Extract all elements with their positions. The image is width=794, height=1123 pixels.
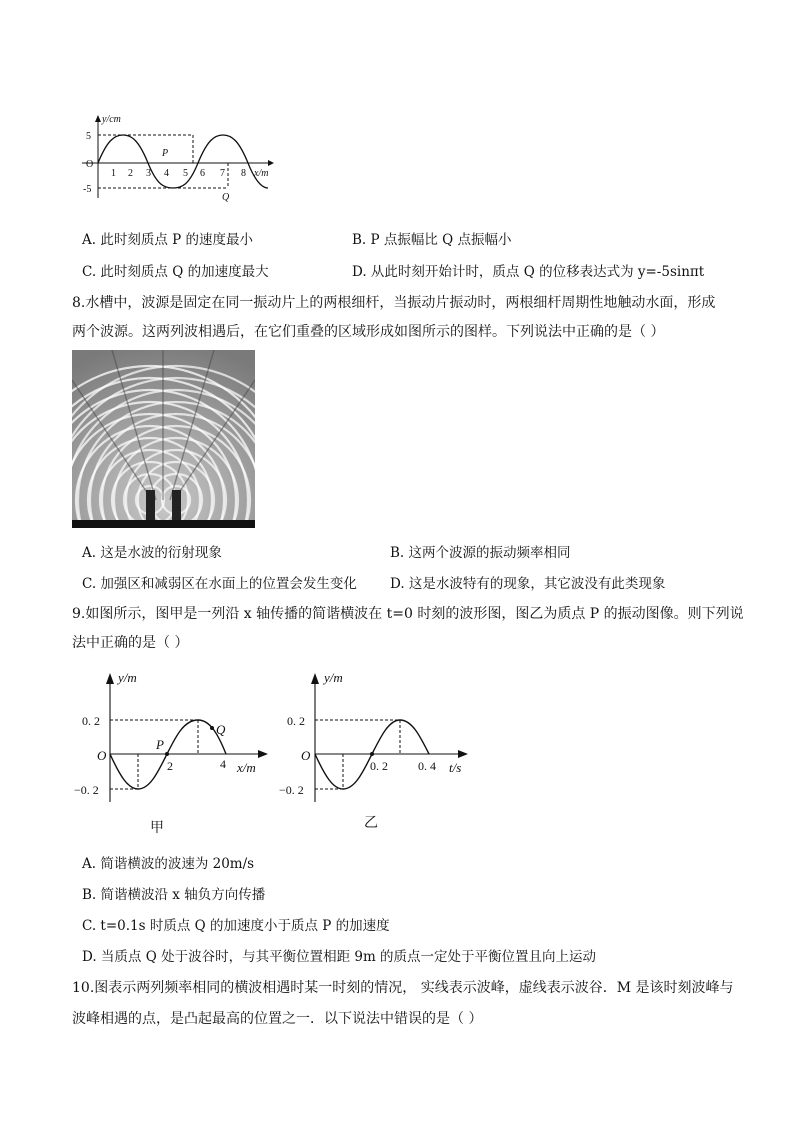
x-tick-2: 2 bbox=[128, 168, 133, 179]
q7-option-a[interactable]: A. 此时刻质点 P 的速度最小 bbox=[82, 232, 253, 248]
y-axis-arrow bbox=[106, 673, 114, 684]
point-p-label: P bbox=[156, 737, 164, 752]
q8-option-a[interactable]: A. 这是水波的衍射现象 bbox=[82, 545, 222, 561]
q7-option-b[interactable]: B. P 点振幅比 Q 点振幅小 bbox=[352, 232, 512, 248]
y-top-label: 0. 2 bbox=[287, 714, 305, 728]
x-axis-arrow bbox=[268, 160, 274, 166]
zero-crossing-marker bbox=[370, 752, 374, 756]
interference-pattern-image bbox=[72, 350, 255, 528]
point-q-label: Q bbox=[216, 722, 226, 737]
q8-option-d[interactable]: D. 这是水波特有的现象，其它波没有此类现象 bbox=[390, 576, 666, 592]
x-axis-label: x/m bbox=[237, 760, 256, 775]
q8-option-c[interactable]: C. 加强区和减弱区在水面上的位置会发生变化 bbox=[82, 576, 357, 592]
t-tick-0.2: 0. 2 bbox=[370, 759, 388, 773]
y-top-label: 0. 2 bbox=[82, 714, 100, 728]
interference-photo bbox=[72, 350, 255, 528]
y-axis-label: y/m bbox=[118, 670, 137, 685]
x-tick-7: 7 bbox=[220, 168, 225, 179]
point-q-label: Q bbox=[222, 192, 230, 202]
t-axis-arrow bbox=[458, 750, 468, 758]
x-tick-1: 1 bbox=[111, 168, 116, 179]
q9-option-c[interactable]: C. t=0.1s 时质点 Q 的加速度小于质点 P 的加速度 bbox=[82, 918, 390, 934]
q9-stem-line1: 9.如图所示，图甲是一列沿 x 轴传播的简谐横波在 t=0 时刻的波形图，图乙为质点 P 的振动图像。则下列说 bbox=[72, 606, 744, 622]
y-bottom-label: −0. 2 bbox=[279, 783, 304, 797]
y-axis-arrow bbox=[95, 115, 101, 122]
q9-option-b[interactable]: B. 简谐横波沿 x 轴负方向传播 bbox=[82, 887, 266, 903]
q9-option-a[interactable]: A. 简谐横波的波速为 20m/s bbox=[82, 856, 255, 872]
q8-stem-line1: 8.水槽中，波源是固定在同一振动片上的两根细杆，当振动片振动时，两根细杆周期性地触动水面，形成 bbox=[72, 295, 716, 311]
y-bottom-label: −0. 2 bbox=[74, 783, 99, 797]
x-tick-4: 4 bbox=[164, 168, 169, 179]
q10-stem-line2: 波峰相遇的点，是凸起最高的位置之一．以下说法中错误的是（ ） bbox=[72, 1011, 483, 1027]
origin-label: O bbox=[97, 748, 107, 763]
y-axis-label: y/cm bbox=[102, 114, 121, 125]
y-axis-label: y/m bbox=[324, 670, 343, 685]
y-tick-neg5: -5 bbox=[83, 184, 92, 195]
q9-stem-line2: 法中正确的是（ ） bbox=[72, 635, 189, 651]
x-tick-5: 5 bbox=[183, 168, 188, 179]
y-axis-arrow bbox=[311, 673, 319, 684]
origin-label: O bbox=[86, 159, 94, 170]
x-axis-label: x/m bbox=[254, 168, 269, 179]
t-axis-label: t/s bbox=[449, 760, 462, 775]
point-p-marker bbox=[165, 752, 169, 756]
wave-figure-q7 bbox=[78, 110, 278, 202]
q7-option-d[interactable]: D. 从此时刻开始计时，质点 Q 的位移表达式为 y=-5sinπt bbox=[352, 264, 705, 280]
x-tick-2: 2 bbox=[167, 759, 173, 773]
q9-option-d[interactable]: D. 当质点 Q 处于波谷时，与其平衡位置相距 9m 的质点一定处于平衡位置且向上运动 bbox=[82, 949, 597, 965]
q8-stem-line2: 两个波源。这两列波相遇后，在它们重叠的区域形成如图所示的图样。下列说法中正确的是（ ） bbox=[72, 324, 665, 340]
figure-caption-yi: 乙 bbox=[364, 816, 378, 831]
x-tick-8: 8 bbox=[241, 168, 246, 179]
figure-caption-jia: 甲 bbox=[150, 821, 164, 836]
t-tick-0.4: 0. 4 bbox=[418, 759, 436, 773]
wave-figure-jia bbox=[70, 664, 275, 844]
origin-label: O bbox=[301, 748, 311, 763]
x-tick-6: 6 bbox=[200, 168, 205, 179]
y-tick-5: 5 bbox=[86, 131, 91, 142]
wave-curve bbox=[98, 135, 268, 188]
q10-stem-line1: 10.图表示两列频率相同的横波相遇时某一时刻的情况， 实线表示波峰，虚线表示波谷．M 是该时刻波峰与 bbox=[72, 980, 734, 996]
vibration-figure-yi bbox=[272, 664, 477, 844]
q7-option-c[interactable]: C. 此时刻质点 Q 的加速度最大 bbox=[82, 264, 269, 280]
point-q-marker bbox=[210, 726, 214, 730]
x-tick-4: 4 bbox=[220, 757, 226, 771]
x-axis-arrow bbox=[258, 750, 268, 758]
x-tick-3: 3 bbox=[146, 168, 151, 179]
q8-option-b[interactable]: B. 这两个波源的振动频率相同 bbox=[390, 545, 571, 561]
point-p-label: P bbox=[162, 148, 169, 159]
